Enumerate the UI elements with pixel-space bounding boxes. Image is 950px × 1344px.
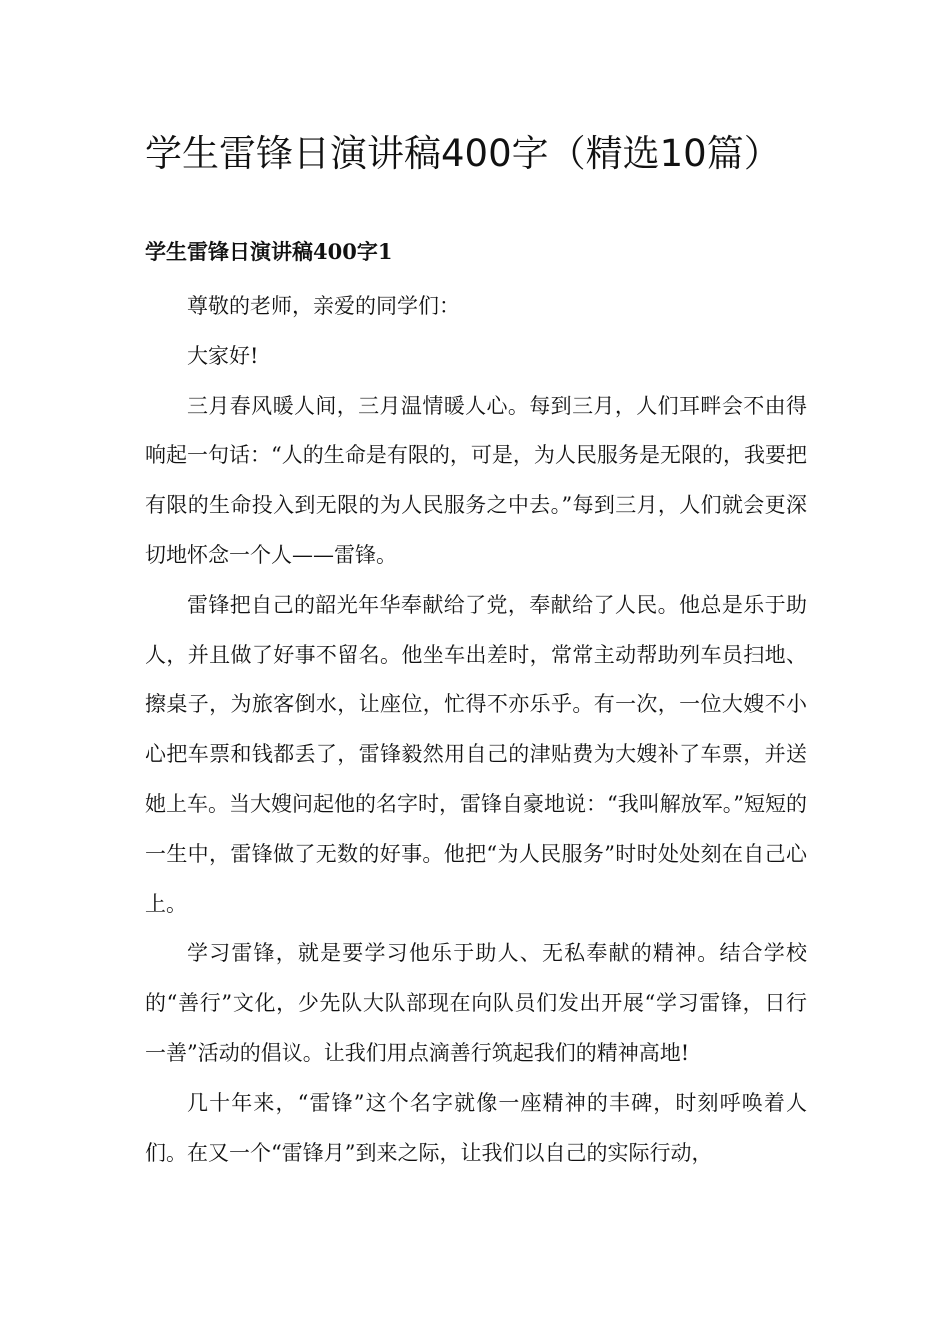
document-body xyxy=(145,282,807,1178)
paragraph-greeting: 大家好! xyxy=(187,343,259,368)
paragraph: 几十年来，“雷锋”这个名字就像一座精神的丰碑，时刻呼唤着人们。在又一个“雷锋月”到来之际，让我们以自己的实际行动， xyxy=(145,1090,807,1165)
section-heading: 学生雷锋日演讲稿400字1 xyxy=(145,239,393,264)
paragraph-salutation: 尊敬的老师，亲爱的同学们： xyxy=(187,294,460,318)
document-title: 学生雷锋日演讲稿400字（精选10篇） xyxy=(145,132,781,175)
paragraph: 雷锋把自己的韶光年华奉献给了党，奉献给了人民。他总是乐于助人，并且做了好事不留名。他坐车出差时，常常主动帮助列车员扫地、擦桌子，为旅客倒水，让座位，忙得不亦乐乎。有一次，一位大嫂不小心把车票和钱都丢了，雷锋毅然用自己的津贴费为大嫂补了车票，并送她上车。当大嫂问起他的名字时，雷锋自豪地说：“我叫解放军。”短短的一生中，雷锋做了无数的好事。他把“为人民服务”时时处处刻在自己心上。 xyxy=(145,592,807,916)
paragraph: 学习雷锋，就是要学习他乐于助人、无私奉献的精神。结合学校的“善行”文化，少先队大队部现在向队员们发出开展“学习雷锋，日行一善”活动的倡议。让我们用点滴善行筑起我们的精神高地! xyxy=(145,941,807,1065)
paragraph: 三月春风暖人间，三月温情暖人心。每到三月，人们耳畔会不由得响起一句话：“人的生命是有限的，可是，为人民服务是无限的，我要把有限的生命投入到无限的为人民服务之中去。”每到三月，人们就会更深切地怀念一个人——雷锋。 xyxy=(145,393,807,567)
